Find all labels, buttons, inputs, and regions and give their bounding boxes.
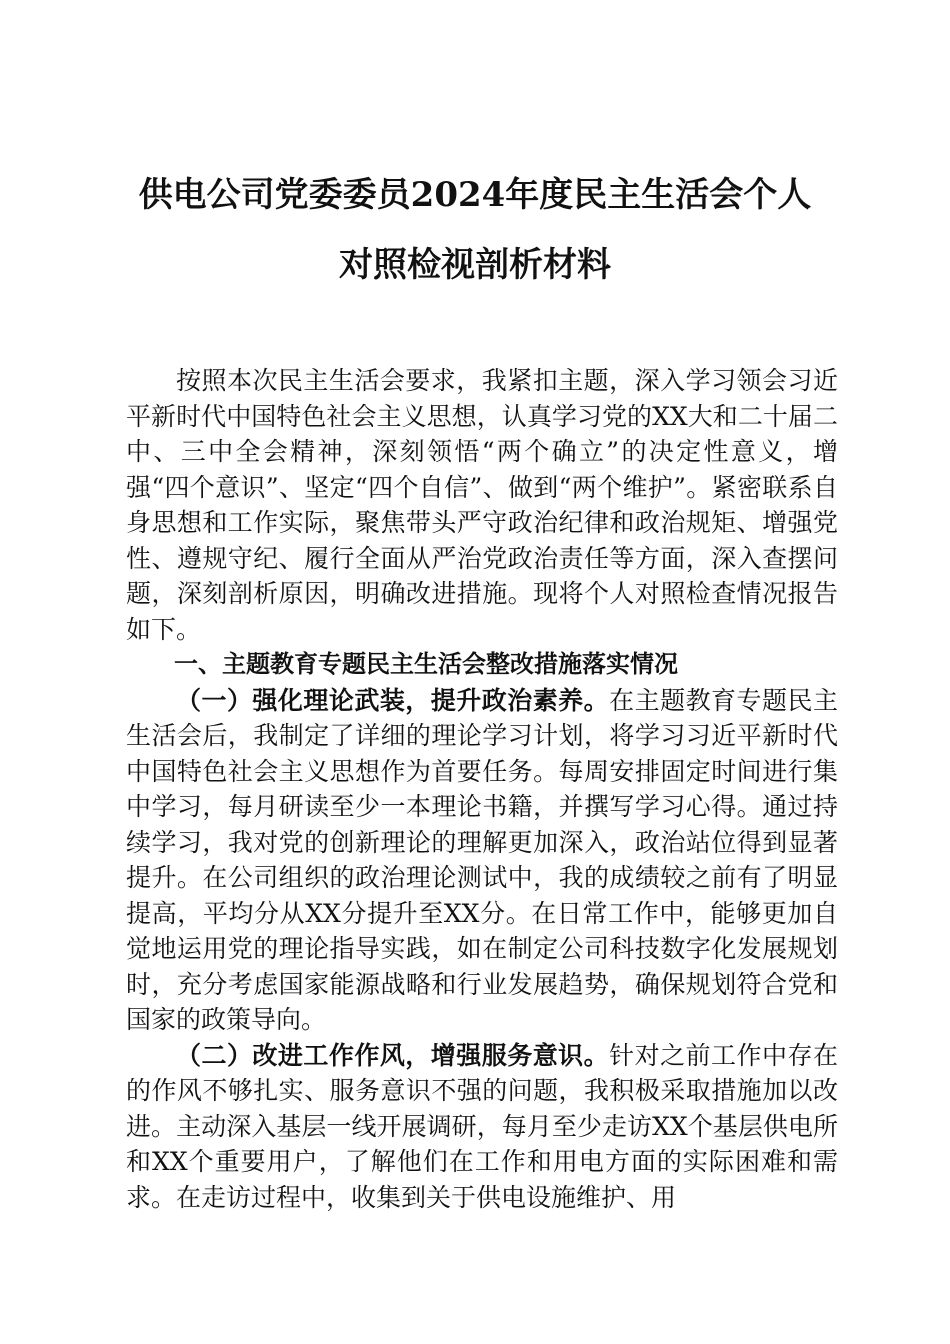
item-2-lead: （二）改进工作作风，增强服务意识。 xyxy=(176,1040,610,1070)
item-2-text: 针对之前工作中存在的作风不够扎实、服务意识不强的问题，我积极采取措施加以改进。主动深入基层一线开展调研，每月至少走访XX个基层供电所和XX个重要用户，了解他们在工作和用电方面的实际困难和需求。在走访过程中，收集到关于供电设施维护、用 xyxy=(126,1040,838,1212)
document-body xyxy=(126,363,838,1215)
paragraph-item-2 xyxy=(126,1038,838,1216)
document-title-line-2: 对照检视剖析材料 xyxy=(339,245,611,285)
item-1-text: 在主题教育专题民主生活会后，我制定了详细的理论学习计划，将学习习近平新时代中国特色社会主义思想作为首要任务。每周安排固定时间进行集中学习，每月研读至少一本理论书籍，并撰写学习心得。通过持续学习，我对党的创新理论的理解更加深入，政治站位得到显著提升。在公司组织的政治理论测试中，我的成绩较之前有了明显提高，平均分从XX分提升至XX分。在日常工作中，能够更加自觉地运用党的理论指导实践，如在制定公司科技数字化发展规划时，充分考虑国家能源战略和行业发展趋势，确保规划符合党和国家的政策导向。 xyxy=(126,685,838,1034)
intro-paragraph: 按照本次民主生活会要求，我紧扣主题，深入学习领会习近平新时代中国特色社会主义思想，认真学习党的XX大和二十届二中、三中全会精神，深刻领悟“两个确立”的决定性意义，增强“四个意识”、坚定“四个自信”、做到“两个维护”。紧密联系自身思想和工作实际，聚焦带头严守政治纪律和政治规矩、增强党性、遵规守纪、履行全面从严治党政治责任等方面，深入查摆问题，深刻剖析原因，明确改进措施。现将个人对照检查情况报告如下。 xyxy=(126,366,838,644)
section-heading-1: 一、主题教育专题民主生活会整改措施落实情况 xyxy=(174,650,678,678)
paragraph-item-1 xyxy=(126,683,838,1038)
document-title-line-1: 供电公司党委委员2024年度民主生活会个人 xyxy=(138,175,812,215)
item-1-lead: （一）强化理论武装，提升政治素养。 xyxy=(176,685,610,715)
